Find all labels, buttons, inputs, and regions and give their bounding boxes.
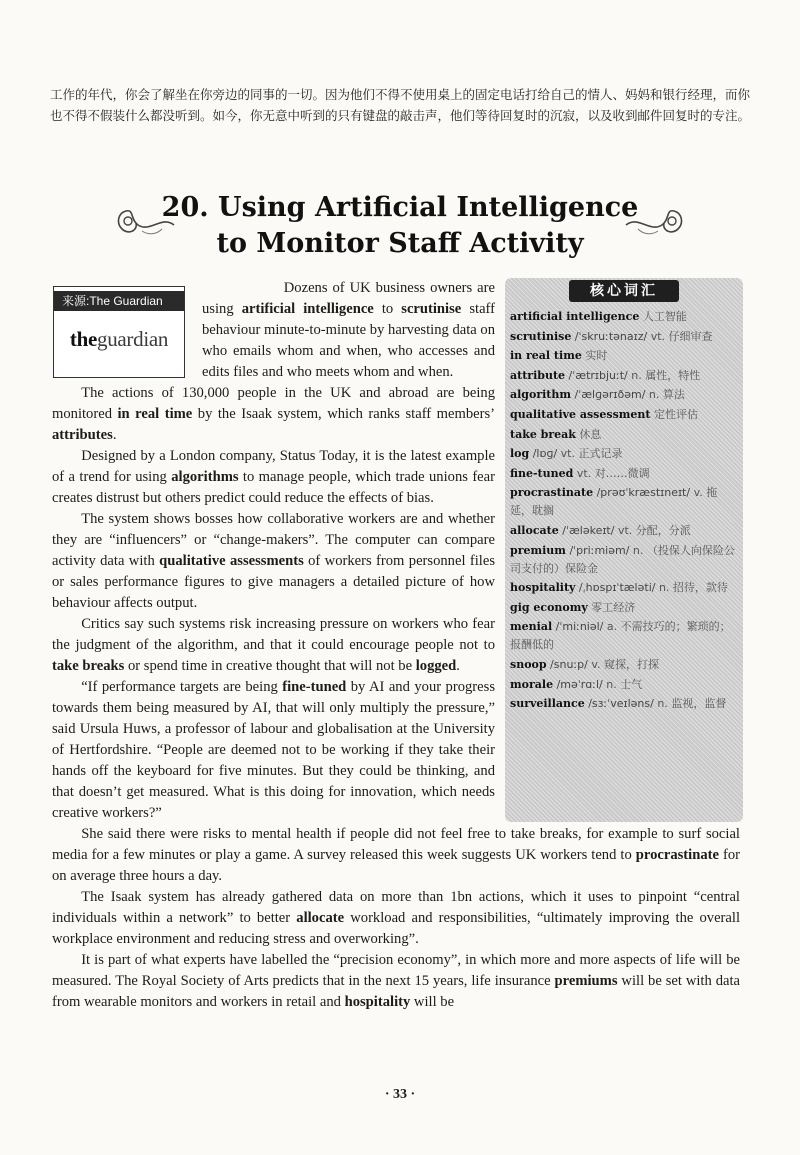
keyword: allocate xyxy=(296,910,345,926)
vocab-word: surveillance xyxy=(510,697,585,711)
article-body xyxy=(52,278,740,1013)
keyword: logged xyxy=(415,658,457,674)
paragraph: The Isaak system has already gathered data on more than 1bn actions, which it uses to pinpoint “central individuals within a network” to better allocate workload and responsibilities, “ultimately improving the overall workplace environment and reducing stress and overworking”. xyxy=(52,889,741,947)
vocab-definition: n. 招待，款待 xyxy=(655,581,728,595)
keyword: take breaks xyxy=(52,658,125,674)
vocab-phonetic: /sɜːˈveɪləns/ xyxy=(584,697,654,711)
vocab-phonetic: /ˈæləkeɪt/ xyxy=(558,523,615,537)
vocab-phonetic: /snuːp/ xyxy=(546,657,588,671)
keyword: artificial intelligence xyxy=(241,301,374,317)
guardian-logo: theguardian xyxy=(69,327,169,351)
title-line-1: 20. Using Artificial Intelligence xyxy=(161,192,639,223)
vocab-definition: n. 士气 xyxy=(602,677,643,691)
vocab-phonetic: /ˈpriːmiəm/ xyxy=(565,543,630,557)
paragraph: “If performance targets are being fine-tuned by AI and your progress towards them being measured by AI, that will only multiply the pressure,” said Ursula Huws, a professor of labour and globalisation at the University of Hertfordshire. “People are deemed not to be working if they take their hands off the keyboard for five minutes. But they could be thinking, and that doesn’t get measured. What is this doing for innovation, which needs creative workers?” xyxy=(52,679,495,821)
vocab-word: procrastinate xyxy=(510,486,594,500)
vocab-definition: vt. 分配，分派 xyxy=(614,523,691,537)
source-label: 来源:The Guardian xyxy=(54,291,184,311)
vocab-word: in real time xyxy=(510,349,582,363)
keyword: attributes xyxy=(52,427,113,443)
keyword: hospitality xyxy=(344,994,411,1010)
vocab-word: scrutinise xyxy=(510,329,572,343)
vocab-word: artificial intelligence xyxy=(510,310,640,323)
vocab-phonetic: /ˈælɡərɪðəm/ xyxy=(571,388,646,402)
vocab-phonetic: /ˈskruːtənaɪz/ xyxy=(571,329,648,343)
vocab-word: morale xyxy=(510,677,554,691)
preceding-translation-paragraph: 工作的年代，你会了解坐在你旁边的同事的一切。因为他们不得不使用桌上的固定电话打给自己的情人、妈妈和银行经理，而你也不得不假装什么都没听到。如今，你无意中听到的只有键盘的敲击声，他们等待回复时的沉寂，以及收到邮件回复时的专注。 xyxy=(50,87,751,123)
keyword: fine-tuned xyxy=(282,679,347,695)
vocab-word: log xyxy=(510,447,530,461)
vocab-definition: 人工智能 xyxy=(639,310,687,323)
vocab-definition: v. 窥探，打探 xyxy=(587,657,659,671)
vocab-word: attribute xyxy=(510,368,566,382)
vocab-definition: vt. 正式记录 xyxy=(557,447,623,461)
vocab-word: snoop xyxy=(510,657,547,671)
paragraph: Dozens of UK business owners are using artificial intelligence to scrutinise staff behaviour minute-to-minute by harvesting data on who emails whom and when, who accesses and edits files and who meets whom and when. xyxy=(202,280,496,380)
paragraph: It is part of what experts have labelled the “precision economy”, in which more and more aspects of life will be measured. The Royal Society of Arts predicts that in the next 15 years, life insurance premiums will be set with data from wearable monitors and workers in retail and hospitality will be xyxy=(52,952,740,1010)
paragraph: She said there were risks to mental health if people did not feel free to take breaks, for example to surf social media for a few minutes or play a game. A survey released this week suggests UK workers tend to procrastinate for on average three hours a day. xyxy=(52,826,740,884)
vocab-phonetic: /ˈætrɪbjuːt/ xyxy=(565,368,628,382)
vocab-definition: vt. 仔细审查 xyxy=(647,329,713,343)
keyword: algorithms xyxy=(171,469,239,485)
keyword: qualitative assessments xyxy=(159,553,304,569)
vocab-word: take break xyxy=(510,427,576,441)
article-title xyxy=(0,190,800,262)
vocab-phonetic: /ˌhɒspɪˈtæləti/ xyxy=(575,581,656,595)
vocab-definition: 实时 xyxy=(581,349,608,363)
keyword: scrutinise xyxy=(401,301,462,317)
paragraph: Critics say such systems risk increasing pressure on workers who fear the judgment of the algorithm, and that it could encourage people not to take breaks or spend time in creative thought that will not be logged. xyxy=(52,616,495,674)
vocab-word: hospitality xyxy=(510,581,576,595)
vocab-definition: 定性评估 xyxy=(650,407,698,421)
vocab-definition: n. 算法 xyxy=(645,388,685,402)
paragraph: The actions of 130,000 people in the UK and abroad are being monitored in real time by the Isaak system, which ranks staff members’ attributes. xyxy=(52,385,496,443)
vocab-word: fine-tuned xyxy=(510,466,574,480)
vocab-word: allocate xyxy=(510,523,559,537)
vocab-word: qualitative assessment xyxy=(510,407,651,421)
vocab-definition: n. 属性，特性 xyxy=(627,368,701,382)
vocabulary-heading: 核心词汇 xyxy=(569,280,679,302)
keyword: premiums xyxy=(554,973,618,989)
title-line-2: to Monitor Staff Activity xyxy=(216,228,584,259)
vocab-phonetic: /ˈmiːniəl/ xyxy=(552,620,604,634)
vocab-word: gig economy xyxy=(510,600,588,614)
vocab-definition: 零工经济 xyxy=(587,600,636,614)
vocab-definition: a. 不需技巧的；繁琐的；报酬低的 xyxy=(510,620,731,652)
vocab-definition: n. 监视，监督 xyxy=(653,697,727,711)
vocab-word: premium xyxy=(510,543,566,557)
vocab-phonetic: /lɒɡ/ xyxy=(529,447,558,461)
vocab-word: algorithm xyxy=(510,388,572,402)
vocab-phonetic: /prəʊˈkræstɪneɪt/ xyxy=(593,486,691,500)
paragraph: Designed by a London company, Status Today, it is the latest example of a trend for using algorithms to manage people, which trade unions fear creates distrust but others predict could reduce the effects of bias. xyxy=(52,448,495,506)
page-number: · 33 · xyxy=(384,1087,416,1102)
vocab-definition: vt. 对……微调 xyxy=(573,466,650,480)
keyword: procrastinate xyxy=(635,847,719,863)
keyword: in real time xyxy=(117,406,193,422)
paragraph: The system shows bosses how collaborative workers are and whether they are “influencers” or “change-makers”. The computer can compare activity data with qualitative assessments of workers from personnel files or sales performance figures to give managers a detailed picture of how behaviour affects output. xyxy=(52,511,495,611)
vocab-word: menial xyxy=(510,620,553,634)
vocab-definition: 休息 xyxy=(575,427,602,441)
vocab-definition: v. 拖延，耽搁 xyxy=(510,486,718,518)
vocab-phonetic: /məˈrɑːl/ xyxy=(553,677,603,691)
vocab-definition: n. （投保人向保险公司支付的）保险金 xyxy=(510,543,735,575)
